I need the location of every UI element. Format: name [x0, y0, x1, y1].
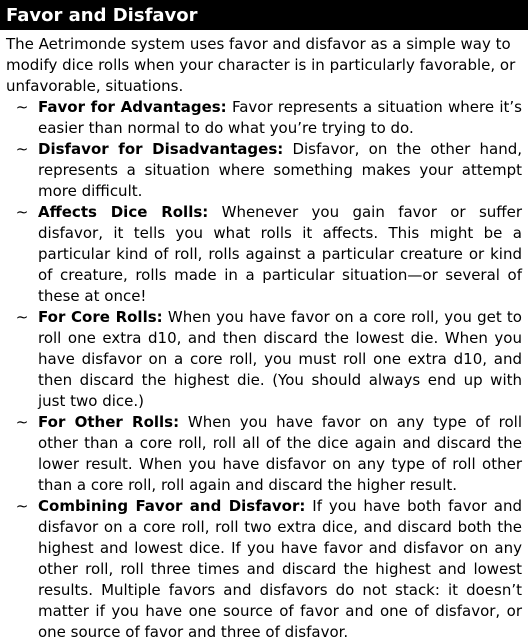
list-item-text	[38, 202, 522, 307]
list-item-term: Favor for Advantages:	[38, 98, 227, 116]
tilde-bullet-icon: ∼	[15, 98, 29, 116]
list-item-for-other-rolls	[6, 412, 522, 496]
list-item-body: Disfavor, on the other hand, represents a situation where something makes your attempt more difficult.	[38, 140, 522, 200]
section-title-bar	[0, 0, 528, 30]
tilde-bullet-icon: ∼	[15, 308, 29, 326]
section-content	[0, 30, 528, 642]
list-item-term: For Other Rolls:	[38, 413, 180, 431]
list-item-body: Whenever you gain favor or suffer disfavor, it tells you what rolls it affects. This might be a particular kind of roll, rolls against a particular creature or kind of creature, rolls made in a particular situation—or several of these at once!	[38, 203, 522, 305]
list-item-body: When you have favor on any type of roll other than a core roll, roll all of the dice again and discard the lower result. When you have disfavor on any type of roll other than a core roll, roll again and discard the higher result.	[38, 413, 522, 494]
list-item-text	[38, 307, 522, 412]
section-title: Favor and Disfavor	[6, 4, 198, 26]
tilde-bullet-icon: ∼	[15, 203, 29, 221]
list-item-term: Affects Dice Rolls:	[38, 203, 209, 221]
list-item-body: If you have both favor and disfavor on a core roll, roll two extra dice, and discard both the highest and lowest dice. If you have favor and disfavor on any other roll, roll three times and discard the highest and lowest results. Multiple favors and disfavors do not stack: it doesn’t matter if you have one source of favor and one of disfavor, or one source of favor and three of disfavor.	[38, 497, 522, 641]
list-item-text	[38, 412, 522, 496]
list-item-term: Combining Favor and Disfavor:	[38, 497, 306, 515]
list-item-body: Favor represents a situation where it’s easier than normal to do what you’re trying to do.	[38, 98, 522, 137]
tilde-bullet-icon: ∼	[15, 413, 29, 431]
list-item-text	[38, 97, 522, 139]
list-item-term: Disfavor for Disadvantages:	[38, 140, 284, 158]
list-item-combining-favor-and-disfavor	[6, 496, 522, 642]
list-item-favor-for-advantages	[6, 97, 522, 139]
tilde-bullet-icon: ∼	[15, 140, 29, 158]
list-item-affects-dice-rolls	[6, 202, 522, 307]
list-item-text	[38, 496, 522, 642]
tilde-bullet-icon: ∼	[15, 497, 29, 515]
list-item-term: For Core Rolls:	[38, 308, 163, 326]
list-item-text	[38, 139, 522, 202]
intro-paragraph: The Aetrimonde system uses favor and disfavor as a simple way to modify dice rolls when your character is in particularly favorable, or unfavorable, situations.	[6, 35, 516, 95]
list-item-disfavor-for-disadvantages	[6, 139, 522, 202]
list-item-for-core-rolls	[6, 307, 522, 412]
list-item-body: When you have favor on a core roll, you get to roll one extra d10, and then discard the lowest die. When you have disfavor on a core roll, you must roll one extra d10, and then discard the highest die. (You should always end up with just two dice.)	[38, 308, 522, 410]
